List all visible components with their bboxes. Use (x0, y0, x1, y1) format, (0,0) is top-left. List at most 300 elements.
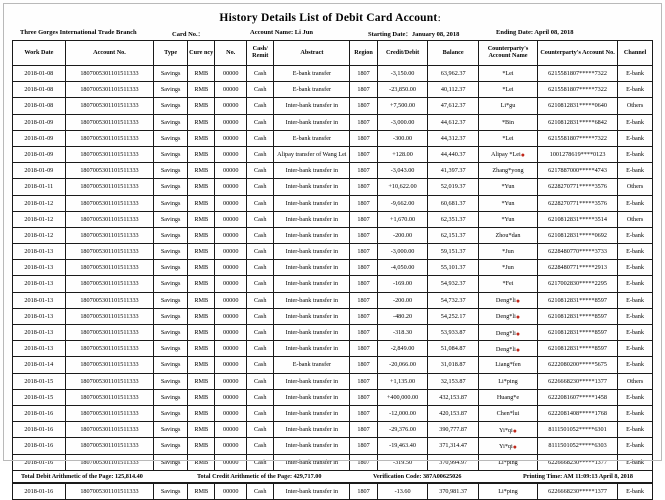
cell-cash-remit: Cash (247, 405, 274, 421)
cell-type: Savings (154, 227, 188, 243)
cell-credit-debit: +1,135.00 (377, 373, 428, 389)
cell-account-no: 1807005301101511333 (65, 373, 154, 389)
table-row[interactable] (13, 422, 653, 438)
cell-currency: RMB (188, 98, 215, 114)
cell-channel: E-bank (618, 292, 653, 308)
cell-currency: RMB (188, 292, 215, 308)
cell-counterparty-name: *Yun (478, 179, 537, 195)
cell-region: 1807 (350, 292, 377, 308)
cell-no: 00000 (215, 98, 247, 114)
cell-abstract: Inter-bank transfer in (274, 98, 350, 114)
cell-credit-debit: -19,463.40 (377, 438, 428, 454)
column-header-account-no: Account No. (65, 41, 154, 66)
cell-abstract: Inter-bank transfer in (274, 438, 350, 454)
cell-abstract: Inter-bank transfer in (274, 325, 350, 341)
cell-type: Savings (154, 405, 188, 421)
footer-verification-code: Verification Code: 387A00625026 (373, 472, 462, 480)
cell-balance: 432,153.87 (428, 389, 479, 405)
cell-region: 1807 (350, 454, 377, 470)
cell-type: Savings (154, 454, 188, 470)
cell-no: 00000 (215, 389, 247, 405)
cell-region: 1807 (350, 179, 377, 195)
cell-account-no: 1807005301101511333 (65, 389, 154, 405)
cell-credit-debit: -12,000.00 (377, 405, 428, 421)
cell-counterparty-name: Deng*li● (478, 341, 537, 357)
cell-no: 00000 (215, 292, 247, 308)
cell-counterparty-account-no: 8111501052*****6303 (538, 438, 618, 454)
footer-debit-total: Total Debit Arithmetic of the Page: 125,814.40 (21, 472, 143, 480)
cell-type: Savings (154, 82, 188, 98)
cell-balance: 370,994.97 (428, 454, 479, 470)
cell-currency: RMB (188, 146, 215, 162)
cell-abstract: E-bank transfer (274, 130, 350, 146)
overflow-row-table (12, 483, 653, 500)
cell-no: 00000 (215, 260, 247, 276)
cell-abstract: Inter-bank transfer in (274, 276, 350, 292)
cell-cash-remit: Cash (247, 325, 274, 341)
cell-counterparty-name: *Bin (478, 114, 537, 130)
cell-region: 1807 (350, 389, 377, 405)
cell-account-no: 1807005301101511333 (65, 325, 154, 341)
meta-card-no: Card No.： (172, 31, 205, 38)
cell-abstract: Inter-bank transfer in (274, 308, 350, 324)
column-header-counterparty-name: Counterparty's Account Name (478, 41, 537, 66)
cell-account-no: 1807005301101511333 (65, 422, 154, 438)
cell-credit-debit: -300.00 (377, 130, 428, 146)
cell-work-date: 2018-01-16 (13, 438, 66, 454)
cell-account-no: 1807005301101511333 (65, 163, 154, 179)
cell-balance: 370,981.37 (428, 483, 479, 499)
cell-work-date: 2018-01-08 (13, 82, 66, 98)
cell-counterparty-name: *Fei (478, 276, 537, 292)
cell-work-date: 2018-01-13 (13, 276, 66, 292)
cell-region: 1807 (350, 357, 377, 373)
column-header-credit-debit: Credit/Debit (377, 41, 428, 66)
cell-cash-remit: Cash (247, 227, 274, 243)
cell-channel: Others (618, 211, 653, 227)
cell-counterparty-account-no: 6226668230*****1377 (538, 373, 618, 389)
cell-counterparty-name: Yi*qi● (478, 422, 537, 438)
overflow-body (13, 483, 653, 499)
cell-credit-debit: -319.50 (377, 454, 428, 470)
cell-no: 00000 (215, 325, 247, 341)
cell-counterparty-name: Alipay *Lei● (478, 146, 537, 162)
cell-credit-debit: -3,043.00 (377, 163, 428, 179)
cell-channel: E-bank (618, 260, 653, 276)
cell-account-no: 1807005301101511333 (65, 130, 154, 146)
cell-cash-remit: Cash (247, 357, 274, 373)
cell-credit-debit: -3,000.00 (377, 114, 428, 130)
cell-counterparty-account-no: 6222080200*****5675 (538, 357, 618, 373)
cell-currency: RMB (188, 211, 215, 227)
cell-work-date: 2018-01-14 (13, 357, 66, 373)
cell-counterparty-account-no: 6228270771*****3576 (538, 195, 618, 211)
cell-balance: 31,018.87 (428, 357, 479, 373)
cell-account-no: 1807005301101511333 (65, 211, 154, 227)
cell-counterparty-account-no: 6226668230*****1377 (538, 454, 618, 470)
cell-type: Savings (154, 483, 188, 499)
column-header-no: No. (215, 41, 247, 66)
cell-no: 00000 (215, 308, 247, 324)
cell-region: 1807 (350, 341, 377, 357)
cell-cash-remit: Cash (247, 422, 274, 438)
cell-cash-remit: Cash (247, 373, 274, 389)
table-row[interactable] (13, 195, 653, 211)
cell-credit-debit: -318.30 (377, 325, 428, 341)
cell-cash-remit: Cash (247, 454, 274, 470)
cell-balance: 51,084.87 (428, 341, 479, 357)
cell-credit-debit: +7,500.00 (377, 98, 428, 114)
cell-abstract: Inter-bank transfer in (274, 341, 350, 357)
cell-currency: RMB (188, 130, 215, 146)
cell-currency: RMB (188, 260, 215, 276)
cell-type: Savings (154, 260, 188, 276)
cell-work-date: 2018-01-09 (13, 130, 66, 146)
cell-channel: E-bank (618, 146, 653, 162)
cell-credit-debit: -20,066.00 (377, 357, 428, 373)
table-row[interactable] (13, 98, 653, 114)
cell-region: 1807 (350, 211, 377, 227)
cell-cash-remit: Cash (247, 483, 274, 499)
cell-type: Savings (154, 325, 188, 341)
cell-channel: E-bank (618, 325, 653, 341)
cell-cash-remit: Cash (247, 146, 274, 162)
cell-counterparty-account-no: 6222081607*****1458 (538, 389, 618, 405)
cell-counterparty-name: Li*gu (478, 98, 537, 114)
cell-region: 1807 (350, 308, 377, 324)
cell-credit-debit: +10,622.00 (377, 179, 428, 195)
cell-work-date: 2018-01-12 (13, 211, 66, 227)
cell-type: Savings (154, 179, 188, 195)
cell-no: 00000 (215, 438, 247, 454)
cell-balance: 41,397.37 (428, 163, 479, 179)
cell-cash-remit: Cash (247, 130, 274, 146)
table-row[interactable] (13, 373, 653, 389)
cell-cash-remit: Cash (247, 276, 274, 292)
cell-work-date: 2018-01-13 (13, 260, 66, 276)
table-row[interactable] (13, 438, 653, 454)
cell-currency: RMB (188, 66, 215, 82)
cell-counterparty-name: *Lei (478, 82, 537, 98)
column-header-type: Type (154, 41, 188, 66)
cell-no: 00000 (215, 114, 247, 130)
column-header-cash-remit: Cash/ Remit (247, 41, 274, 66)
table-row[interactable] (13, 227, 653, 243)
cell-region: 1807 (350, 130, 377, 146)
cell-no: 00000 (215, 357, 247, 373)
cell-account-no: 1807005301101511333 (65, 66, 154, 82)
cell-work-date: 2018-01-13 (13, 341, 66, 357)
cell-channel: E-bank (618, 341, 653, 357)
cell-currency: RMB (188, 483, 215, 499)
cell-account-no: 1807005301101511333 (65, 146, 154, 162)
cell-account-no: 1807005301101511333 (65, 438, 154, 454)
page-title-suffix: ： (437, 14, 446, 23)
cell-currency: RMB (188, 438, 215, 454)
cell-balance: 63,962.37 (428, 66, 479, 82)
cell-abstract: Inter-bank transfer in (274, 373, 350, 389)
cell-abstract: Inter-bank transfer in (274, 483, 350, 499)
cell-channel: E-bank (618, 130, 653, 146)
cell-currency: RMB (188, 389, 215, 405)
cell-cash-remit: Cash (247, 114, 274, 130)
cell-work-date: 2018-01-13 (13, 244, 66, 260)
cell-counterparty-name: Li*ping (478, 373, 537, 389)
table-row[interactable] (13, 146, 653, 162)
cell-cash-remit: Cash (247, 292, 274, 308)
column-header-work-date: Work Date (13, 41, 66, 66)
page-title-text: History Details List of Debit Card Account (219, 12, 438, 24)
cell-region: 1807 (350, 163, 377, 179)
cell-credit-debit: -9,662.00 (377, 195, 428, 211)
table-row[interactable] (13, 114, 653, 130)
cell-type: Savings (154, 244, 188, 260)
table-row[interactable] (13, 211, 653, 227)
cell-work-date: 2018-01-11 (13, 179, 66, 195)
red-annotation-mark: ● (515, 345, 521, 354)
cell-counterparty-name: Deng*li● (478, 325, 537, 341)
table-header-row (13, 41, 653, 66)
cell-balance: 62,151.37 (428, 227, 479, 243)
cell-region: 1807 (350, 260, 377, 276)
cell-counterparty-name: Chen*lui (478, 405, 537, 421)
cell-cash-remit: Cash (247, 260, 274, 276)
cell-balance: 47,612.37 (428, 98, 479, 114)
cell-abstract: Inter-bank transfer in (274, 227, 350, 243)
cell-currency: RMB (188, 373, 215, 389)
table-row[interactable] (13, 292, 653, 308)
cell-counterparty-account-no: 6210812831*****6842 (538, 114, 618, 130)
meta-starting-date: Starting Date：January 08, 2018 (368, 31, 460, 38)
cell-currency: RMB (188, 244, 215, 260)
cell-channel: Others (618, 373, 653, 389)
table-row[interactable] (13, 389, 653, 405)
table-row[interactable] (13, 260, 653, 276)
bottom-overflow-strip (12, 483, 653, 500)
table-row[interactable] (13, 308, 653, 324)
cell-credit-debit: -3,000.00 (377, 244, 428, 260)
cell-work-date: 2018-01-16 (13, 454, 66, 470)
cell-account-no: 1807005301101511333 (65, 114, 154, 130)
cell-currency: RMB (188, 114, 215, 130)
cell-balance: 371,314.47 (428, 438, 479, 454)
cell-abstract: E-bank transfer (274, 66, 350, 82)
cell-channel: E-bank (618, 82, 653, 98)
cell-account-no: 1807005301101511333 (65, 82, 154, 98)
cell-no: 00000 (215, 211, 247, 227)
cell-work-date: 2018-01-12 (13, 195, 66, 211)
cell-no: 00000 (215, 341, 247, 357)
cell-abstract: Inter-bank transfer in (274, 195, 350, 211)
cell-account-no: 1807005301101511333 (65, 260, 154, 276)
cell-credit-debit: +128.00 (377, 146, 428, 162)
cell-counterparty-account-no: 6210812831*****0640 (538, 98, 618, 114)
cell-counterparty-account-no: 6228480770*****3733 (538, 244, 618, 260)
cell-currency: RMB (188, 357, 215, 373)
table-row[interactable] (13, 276, 653, 292)
cell-balance: 44,612.37 (428, 114, 479, 130)
cell-no: 00000 (215, 195, 247, 211)
cell-counterparty-account-no: 6215581807*****7322 (538, 82, 618, 98)
table-row[interactable] (13, 357, 653, 373)
cell-abstract: Inter-bank transfer in (274, 244, 350, 260)
table-row[interactable] (13, 325, 653, 341)
cell-channel: E-bank (618, 438, 653, 454)
cell-cash-remit: Cash (247, 98, 274, 114)
table-row[interactable] (13, 454, 653, 470)
cell-counterparty-account-no: 6210812831*****3514 (538, 211, 618, 227)
cell-credit-debit: -29,376.00 (377, 422, 428, 438)
cell-abstract: Inter-bank transfer in (274, 211, 350, 227)
cell-currency: RMB (188, 276, 215, 292)
table-row[interactable] (13, 163, 653, 179)
cell-currency: RMB (188, 325, 215, 341)
column-header-counterparty-account-no: Counterparty's Account No. (538, 41, 618, 66)
cell-region: 1807 (350, 244, 377, 260)
cell-channel: Others (618, 98, 653, 114)
cell-currency: RMB (188, 422, 215, 438)
cell-no: 00000 (215, 244, 247, 260)
cell-region: 1807 (350, 483, 377, 499)
cell-credit-debit: -3,150.00 (377, 66, 428, 82)
cell-balance: 54,252.17 (428, 308, 479, 324)
table-footer-summary (12, 471, 653, 483)
table-row[interactable] (13, 130, 653, 146)
cell-type: Savings (154, 438, 188, 454)
cell-region: 1807 (350, 82, 377, 98)
cell-work-date: 2018-01-12 (13, 227, 66, 243)
table-row[interactable] (13, 82, 653, 98)
cell-counterparty-account-no: 6210812831*****8597 (538, 341, 618, 357)
cell-counterparty-account-no: 6210812831*****0692 (538, 227, 618, 243)
cell-channel: E-bank (618, 276, 653, 292)
cell-credit-debit: -169.00 (377, 276, 428, 292)
table-row[interactable] (13, 244, 653, 260)
cell-currency: RMB (188, 82, 215, 98)
cell-counterparty-name: Deng*li● (478, 292, 537, 308)
cell-balance: 32,153.87 (428, 373, 479, 389)
cell-balance: 59,151.37 (428, 244, 479, 260)
footer-credit-total: Total Credit Arithmetic of the Page: 429,717.00 (197, 472, 322, 480)
cell-region: 1807 (350, 146, 377, 162)
cell-abstract: E-bank transfer (274, 82, 350, 98)
cell-counterparty-name: Zhang*yong (478, 163, 537, 179)
cell-abstract: Inter-bank transfer in (274, 405, 350, 421)
cell-balance: 44,312.37 (428, 130, 479, 146)
cell-no: 00000 (215, 66, 247, 82)
cell-currency: RMB (188, 405, 215, 421)
cell-type: Savings (154, 130, 188, 146)
cell-balance: 54,932.37 (428, 276, 479, 292)
cell-counterparty-name: Yi*qi● (478, 438, 537, 454)
table-row[interactable] (13, 341, 653, 357)
cell-channel: E-bank (618, 483, 653, 499)
cell-region: 1807 (350, 227, 377, 243)
cell-cash-remit: Cash (247, 179, 274, 195)
cell-abstract: Inter-bank transfer in (274, 292, 350, 308)
cell-counterparty-account-no: 6215581807*****7322 (538, 130, 618, 146)
cell-cash-remit: Cash (247, 82, 274, 98)
column-header-balance: Balance (428, 41, 479, 66)
cell-counterparty-name: *Yun (478, 195, 537, 211)
red-annotation-mark: ● (515, 313, 521, 322)
cell-currency: RMB (188, 341, 215, 357)
cell-region: 1807 (350, 325, 377, 341)
cell-work-date: 2018-01-15 (13, 389, 66, 405)
cell-abstract: Inter-bank transfer in (274, 114, 350, 130)
cell-region: 1807 (350, 422, 377, 438)
cell-region: 1807 (350, 276, 377, 292)
cell-abstract: Inter-bank transfer in (274, 422, 350, 438)
cell-type: Savings (154, 98, 188, 114)
cell-counterparty-name: Li*ping (478, 483, 537, 499)
cell-type: Savings (154, 357, 188, 373)
table-row[interactable] (13, 66, 653, 82)
cell-balance: 52,019.37 (428, 179, 479, 195)
cell-region: 1807 (350, 195, 377, 211)
cell-type: Savings (154, 292, 188, 308)
cell-channel: E-bank (618, 195, 653, 211)
cell-work-date: 2018-01-13 (13, 292, 66, 308)
table-row[interactable] (13, 483, 653, 499)
cell-currency: RMB (188, 179, 215, 195)
column-header-channel: Channel (618, 41, 653, 66)
meta-ending-date: Ending Date: April 08, 2018 (496, 29, 574, 36)
cell-counterparty-name: *Yun (478, 211, 537, 227)
cell-credit-debit: +400,000.00 (377, 389, 428, 405)
cell-account-no: 1807005301101511333 (65, 244, 154, 260)
cell-currency: RMB (188, 227, 215, 243)
cell-channel: E-bank (618, 163, 653, 179)
cell-type: Savings (154, 66, 188, 82)
red-annotation-mark: ● (520, 151, 525, 160)
table-row[interactable] (13, 405, 653, 421)
cell-channel: E-bank (618, 405, 653, 421)
cell-type: Savings (154, 308, 188, 324)
cell-cash-remit: Cash (247, 66, 274, 82)
cell-balance: 390,777.87 (428, 422, 479, 438)
cell-account-no: 1807005301101511333 (65, 195, 154, 211)
table-row[interactable] (13, 179, 653, 195)
cell-balance: 55,101.37 (428, 260, 479, 276)
cell-type: Savings (154, 389, 188, 405)
cell-channel: E-bank (618, 357, 653, 373)
cell-balance: 54,732.37 (428, 292, 479, 308)
column-header-region: Region (350, 41, 377, 66)
cell-type: Savings (154, 114, 188, 130)
cell-counterparty-name: *Jun (478, 244, 537, 260)
cell-cash-remit: Cash (247, 195, 274, 211)
cell-abstract: Inter-bank transfer in (274, 163, 350, 179)
meta-account-name: Account Name: Li Jun (250, 29, 314, 36)
cell-channel: E-bank (618, 308, 653, 324)
cell-channel: E-bank (618, 422, 653, 438)
cell-counterparty-name: Deng*li● (478, 308, 537, 324)
cell-account-no: 1807005301101511333 (65, 179, 154, 195)
cell-work-date: 2018-01-16 (13, 483, 66, 499)
cell-channel: E-bank (618, 227, 653, 243)
cell-no: 00000 (215, 146, 247, 162)
cell-account-no: 1807005301101511333 (65, 483, 154, 499)
cell-cash-remit: Cash (247, 244, 274, 260)
page-title (8, 12, 657, 24)
cell-counterparty-name: Huang*e (478, 389, 537, 405)
cell-credit-debit: -2,849.00 (377, 341, 428, 357)
cell-abstract: Alipay transfer of Wang Lei (274, 146, 350, 162)
cell-abstract: Inter-bank transfer in (274, 389, 350, 405)
cell-counterparty-name: *Jun (478, 260, 537, 276)
cell-credit-debit: -480.20 (377, 308, 428, 324)
